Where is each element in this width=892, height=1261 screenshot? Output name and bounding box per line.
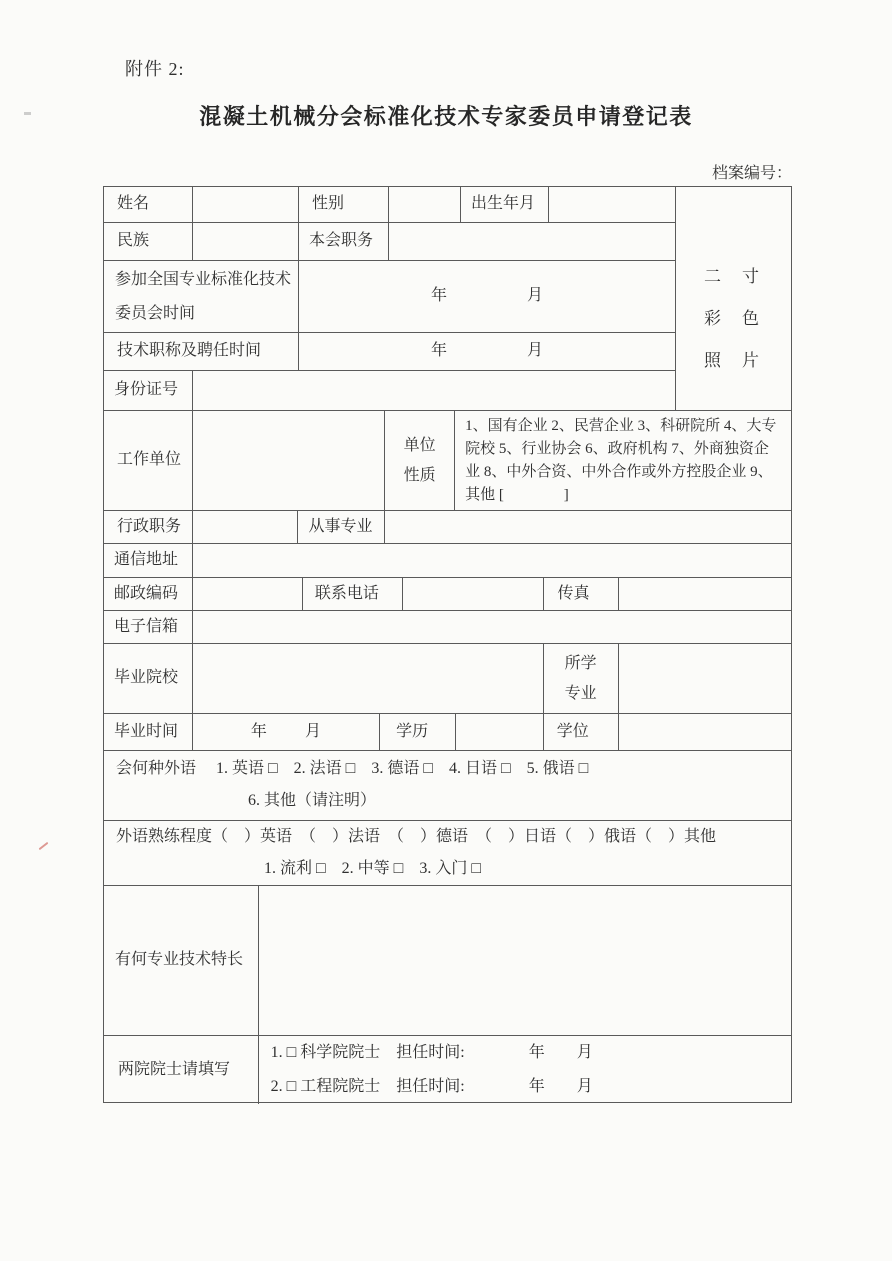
ethnicity-label: 民族 [104, 223, 193, 261]
name-label: 姓名 [104, 187, 193, 223]
row-admin-position [104, 511, 791, 544]
row-graduation [104, 714, 791, 751]
specialty-value-cell [259, 886, 791, 1036]
admin-position-label: 行政职务 [104, 511, 193, 544]
phone-label: 联系电话 [303, 578, 403, 611]
year-label: 年 [250, 722, 267, 740]
email-value-cell [193, 611, 791, 644]
form-title: 混凝土机械分会标准化技术专家委员申请登记表 [199, 104, 693, 129]
postal-code-label: 邮政编码 [104, 578, 193, 611]
email-label: 电子信箱 [104, 611, 193, 644]
academician-cell [259, 1036, 791, 1104]
row-specialty [104, 886, 791, 1036]
proficiency-cell [104, 821, 791, 886]
row-academician [104, 1036, 791, 1104]
school-value-cell [193, 644, 544, 714]
academician-option-science: 1. □ 科学院院士 担任时间: 年 月 [270, 1043, 593, 1061]
proficiency-label: 外语熟练程度 [116, 827, 213, 845]
month-label: 月 [527, 342, 544, 360]
row-proficiency [104, 821, 791, 886]
languages-options: 1. 英语 □ 2. 法语 □ 3. 德语 □ 4. 日语 □ 5. 俄语 □ [216, 760, 589, 778]
education-label: 学历 [380, 714, 456, 751]
id-number-value-cell [193, 371, 676, 411]
proficiency-options: （ ）英语 （ ）法语 （ ）德语 （ ）日语（ ）俄语（ ）其他 [212, 827, 717, 845]
admin-position-value-cell [193, 511, 299, 544]
work-unit-value-cell [193, 411, 385, 511]
photo-box [674, 187, 791, 411]
committee-time-label: 参加全国专业标准化技术委员会时间 [104, 261, 299, 333]
proficiency-levels: 1. 流利 □ 2. 中等 □ 3. 入门 □ [264, 859, 481, 877]
row-email [104, 611, 791, 644]
profession-label: 从事专业 [298, 511, 385, 544]
row-school [104, 644, 791, 714]
work-unit-label: 工作单位 [104, 411, 193, 511]
assoc-position-label: 本会职务 [299, 223, 389, 261]
birth-value-cell [549, 187, 676, 223]
gender-label: 性别 [299, 187, 389, 223]
photo-box-line: 彩 色 [704, 308, 761, 328]
degree-label: 学位 [544, 714, 619, 751]
form-table [103, 186, 792, 1103]
school-label: 毕业院校 [104, 644, 193, 714]
id-number-label: 身份证号 [104, 371, 193, 411]
birth-label: 出生年月 [461, 187, 549, 223]
fax-label: 传真 [544, 578, 619, 611]
specialty-label: 有何专业技术特长 [104, 886, 259, 1036]
postal-code-value-cell [193, 578, 303, 611]
major-value-cell [619, 644, 791, 714]
unit-nature-options: 1、国有企业 2、民营企业 3、科研院所 4、大专院校 5、行业协会 6、政府机构 7、外商独资企业 8、中外合资、中外合作或外方控股企业 9、其他 [ ] [455, 411, 791, 511]
profession-value-cell [385, 511, 791, 544]
gender-value-cell [389, 187, 461, 223]
unit-nature-label: 单位性质 [385, 411, 455, 511]
degree-value-cell [619, 714, 791, 751]
row-work-unit [104, 411, 791, 511]
name-value-cell [193, 187, 299, 223]
attachment-label: 附件 2: [125, 59, 185, 79]
photo-box-line: 照 片 [704, 350, 761, 370]
languages-other-option: 6. 其他（请注明） [248, 792, 377, 809]
fax-value-cell [619, 578, 791, 611]
scan-artifact-mark [39, 842, 49, 850]
row-address [104, 544, 791, 578]
major-label: 所学专业 [544, 644, 619, 714]
assoc-position-value-cell [389, 223, 676, 261]
photo-box-line: 二 寸 [704, 266, 761, 286]
graduation-time-value-cell [193, 714, 380, 751]
ethnicity-value-cell [193, 223, 299, 261]
phone-value-cell [403, 578, 544, 611]
month-label: 月 [527, 287, 544, 305]
row-languages [104, 751, 791, 821]
academician-label: 两院院士请填写 [104, 1036, 259, 1104]
year-label: 年 [430, 342, 447, 360]
month-label: 月 [304, 722, 321, 740]
address-label: 通信地址 [104, 544, 193, 578]
languages-label: 会何种外语 [116, 760, 197, 778]
file-number-label: 档案编号： [711, 165, 792, 182]
academician-option-engineering: 2. □ 工程院院士 担任时间: 年 月 [270, 1077, 593, 1095]
languages-cell [104, 751, 791, 821]
year-label: 年 [430, 287, 447, 305]
tech-title-label: 技术职称及聘任时间 [104, 333, 299, 371]
row-postal-phone-fax [104, 578, 791, 611]
committee-time-value-cell [299, 261, 676, 333]
graduation-time-label: 毕业时间 [104, 714, 193, 751]
address-value-cell [193, 544, 791, 578]
education-value-cell [456, 714, 544, 751]
tech-title-value-cell [299, 333, 676, 371]
